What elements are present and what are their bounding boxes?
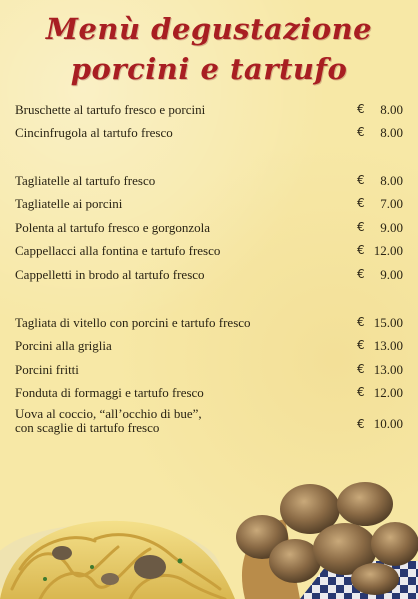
menu-item — [15, 169, 407, 192]
euro-icon: € — [357, 266, 365, 281]
item-name: Cappelletti in brodo al tartufo fresco — [15, 266, 205, 282]
item-name: Tagliatelle ai porcini — [15, 196, 123, 212]
item-name: Cincinfrugola al tartufo fresco — [15, 125, 173, 141]
item-name: Fonduta di formaggi e tartufo fresco — [15, 385, 204, 401]
item-price: 15.00 — [373, 315, 403, 330]
euro-icon: € — [357, 196, 365, 211]
menu-item — [15, 216, 407, 239]
item-name: Bruschette al tartufo fresco e porcini — [15, 102, 206, 117]
menu-item — [15, 98, 407, 121]
basket-of-truffles-image — [236, 482, 418, 599]
euro-icon: € — [357, 416, 365, 431]
page-title-line1: Menù degustazione — [45, 12, 373, 46]
euro-icon: € — [357, 243, 365, 258]
euro-icon: € — [357, 102, 365, 116]
menu-section-first-courses — [15, 169, 407, 286]
menu-item — [15, 121, 407, 144]
food-illustration — [0, 449, 418, 599]
item-price: 12.00 — [373, 243, 403, 259]
item-name: Tagliatelle al tartufo fresco — [15, 173, 156, 188]
item-name-line1: Uova al coccio, “all’occhio di bue”, — [15, 405, 202, 421]
item-price: 8.00 — [380, 125, 403, 141]
menu-item — [15, 381, 407, 404]
menu-item — [15, 239, 407, 262]
item-name: Cappellacci alla fontina e tartufo fresco — [15, 243, 221, 259]
item-name: Tagliata di vitello con porcini e tartufo fresco — [15, 315, 251, 330]
euro-icon: € — [357, 219, 365, 234]
menu-item — [15, 263, 407, 286]
item-price: 13.00 — [373, 361, 403, 377]
euro-icon: € — [357, 125, 365, 140]
item-price: 12.00 — [373, 385, 403, 401]
euro-icon: € — [357, 338, 365, 353]
menu-item — [15, 192, 407, 215]
item-name-line2: con scaglie di tartufo fresco — [15, 419, 160, 435]
menu-item — [15, 358, 407, 381]
menu-item — [15, 334, 407, 357]
item-price: 13.00 — [373, 338, 403, 354]
item-name — [15, 407, 202, 435]
item-price: 9.00 — [380, 266, 403, 282]
menu-item — [15, 311, 407, 334]
item-price: 9.00 — [380, 219, 403, 235]
item-name: Porcini alla griglia — [15, 338, 112, 354]
euro-icon: € — [357, 385, 365, 400]
item-price: 8.00 — [380, 173, 403, 188]
page-title-line2: porcini e tartufo — [70, 52, 348, 86]
item-price: 7.00 — [380, 196, 403, 212]
pasta-with-truffle-image — [0, 521, 235, 599]
item-price: 8.00 — [380, 102, 403, 117]
menu-section-starters — [15, 98, 407, 145]
item-name: Porcini fritti — [15, 361, 79, 377]
item-price: 10.00 — [373, 415, 403, 431]
item-name: Polenta al tartufo fresco e gorgonzola — [15, 219, 211, 235]
menu-section-main-courses — [15, 311, 407, 439]
euro-icon: € — [357, 315, 365, 329]
menu-item — [15, 405, 407, 439]
euro-icon: € — [357, 173, 365, 187]
euro-icon: € — [357, 361, 365, 376]
